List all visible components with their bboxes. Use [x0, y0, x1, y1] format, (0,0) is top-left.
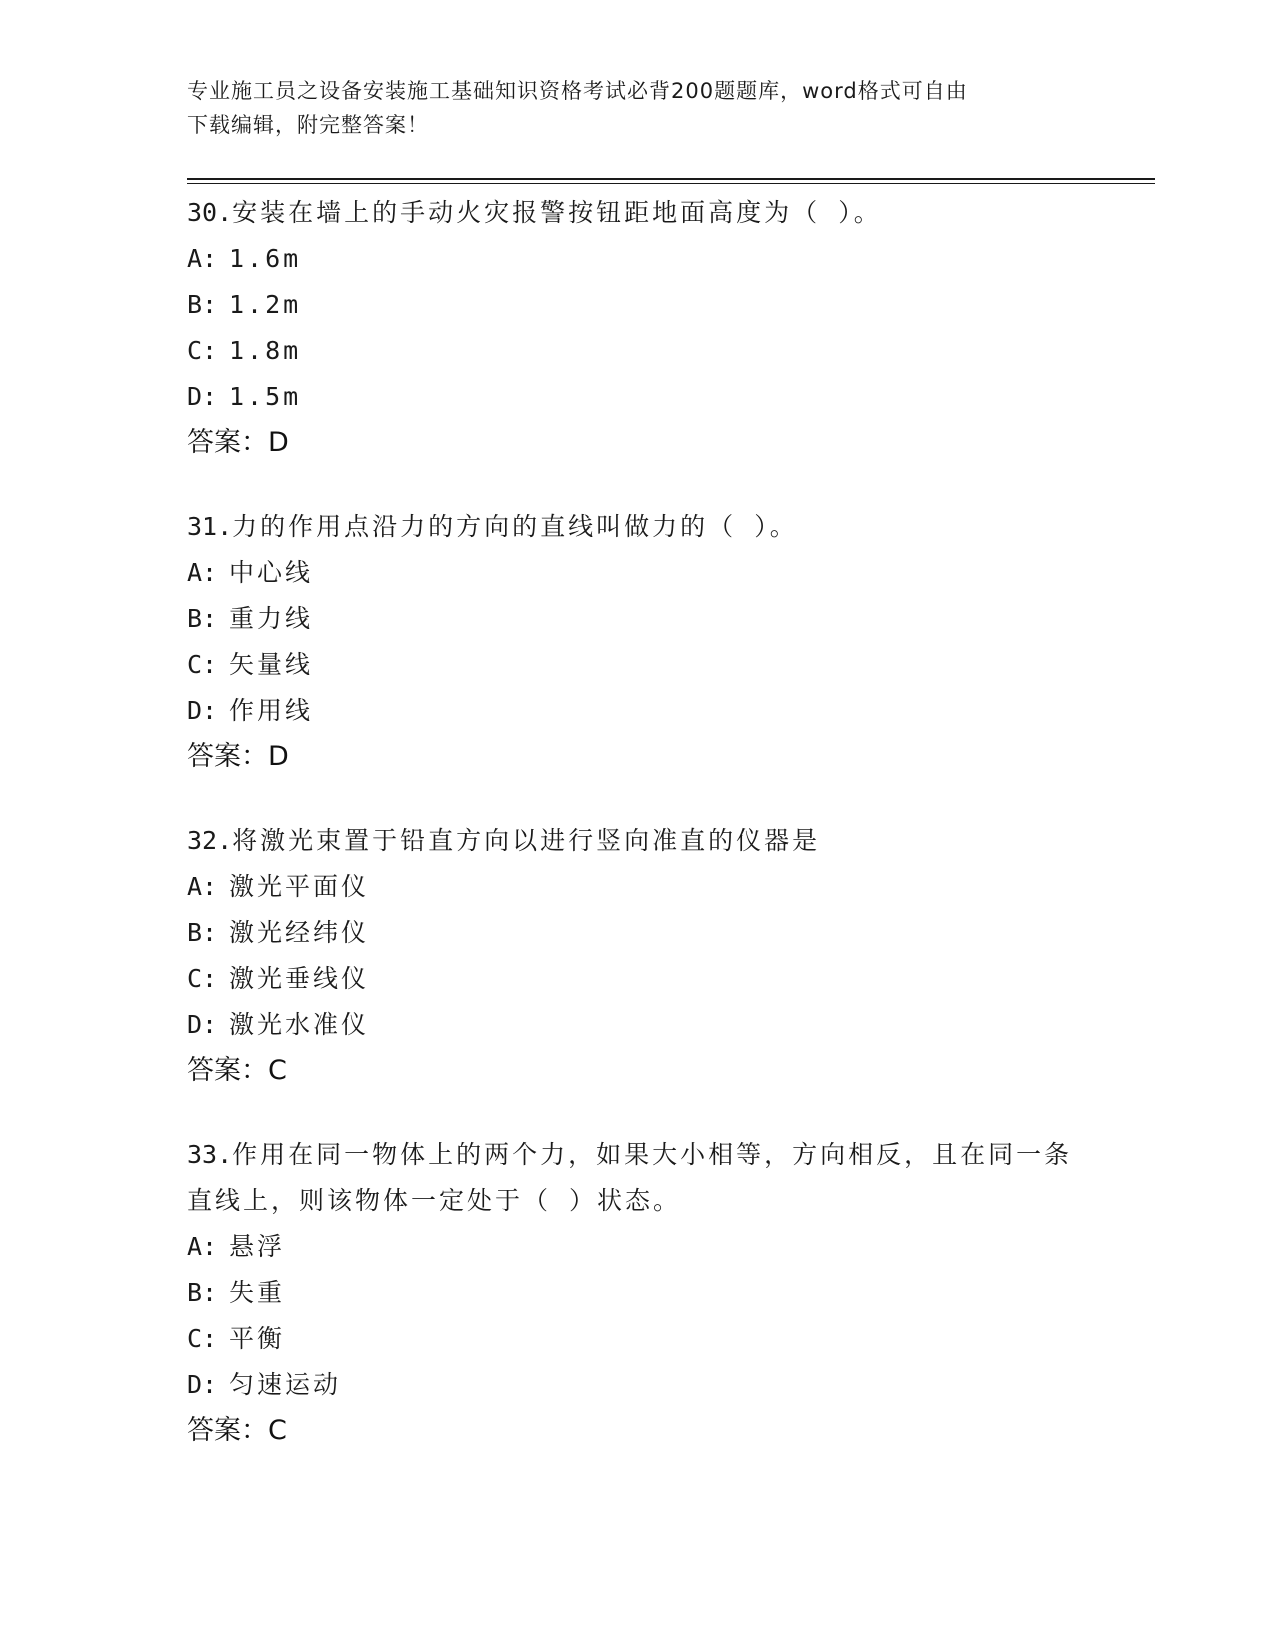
option-text: 1.6m	[229, 244, 302, 273]
option-text: 1.2m	[229, 290, 302, 319]
option-text: 失重	[229, 1278, 286, 1307]
answer-line: 答案：C	[187, 1415, 287, 1446]
option-text: 平衡	[229, 1324, 286, 1353]
option-d	[187, 1002, 1087, 1048]
option-d	[187, 688, 1087, 734]
header-line-2: 下载编辑，附完整答案！	[187, 113, 429, 137]
option-a	[187, 550, 1087, 596]
option-key: D:	[187, 696, 218, 725]
option-key: C:	[187, 1324, 218, 1353]
answer-line: 答案：C	[187, 1055, 287, 1086]
option-b	[187, 1270, 1087, 1316]
option-a	[187, 864, 1087, 910]
option-text: 匀速运动	[229, 1370, 342, 1399]
option-d	[187, 1362, 1087, 1408]
option-text: 中心线	[229, 558, 314, 587]
option-key: B:	[187, 290, 218, 319]
option-key: A:	[187, 1232, 218, 1261]
option-c	[187, 1316, 1087, 1362]
option-b	[187, 596, 1087, 642]
option-key: C:	[187, 336, 218, 365]
question-stem: 力的作用点沿力的方向的直线叫做力的（ ）。	[232, 512, 798, 541]
option-b	[187, 910, 1087, 956]
option-text: 激光经纬仪	[229, 918, 370, 947]
question-33	[187, 1132, 1087, 1454]
question-stem: 作用在同一物体上的两个力，如果大小相等，方向相反，且在同一条直线上，则该物体一定处于（ ）状态。	[187, 1140, 1073, 1215]
option-a	[187, 236, 1087, 282]
question-number: 31.	[187, 512, 233, 541]
option-text: 1.8m	[229, 336, 302, 365]
option-key: A:	[187, 872, 218, 901]
question-text	[187, 190, 1087, 236]
answer-line: 答案：D	[187, 427, 289, 458]
option-key: B:	[187, 604, 218, 633]
option-c	[187, 956, 1087, 1002]
option-key: D:	[187, 1370, 218, 1399]
option-text: 作用线	[229, 696, 314, 725]
option-text: 1.5m	[229, 382, 302, 411]
header-line-1: 专业施工员之设备安装施工基础知识资格考试必背200题题库，word格式可自由	[187, 79, 968, 103]
option-key: A:	[187, 244, 218, 273]
header-divider-thin	[187, 183, 1155, 184]
option-c	[187, 328, 1087, 374]
question-31	[187, 504, 1087, 780]
question-32	[187, 818, 1087, 1094]
question-text	[187, 504, 1087, 550]
option-key: A:	[187, 558, 218, 587]
question-number: 33.	[187, 1140, 233, 1169]
option-key: B:	[187, 1278, 218, 1307]
answer-line: 答案：D	[187, 741, 289, 772]
question-text	[187, 818, 1087, 864]
question-stem: 将激光束置于铅直方向以进行竖向准直的仪器是	[232, 826, 821, 855]
question-30	[187, 190, 1087, 466]
option-key: C:	[187, 964, 218, 993]
option-text: 激光平面仪	[229, 872, 370, 901]
option-text: 悬浮	[229, 1232, 286, 1261]
option-key: D:	[187, 382, 218, 411]
option-a	[187, 1224, 1087, 1270]
option-text: 矢量线	[229, 650, 314, 679]
question-text	[187, 1132, 1087, 1224]
question-list	[187, 190, 1087, 1492]
question-number: 30.	[187, 198, 233, 227]
option-c	[187, 642, 1087, 688]
option-text: 激光垂线仪	[229, 964, 370, 993]
option-text: 重力线	[229, 604, 314, 633]
option-key: D:	[187, 1010, 218, 1039]
option-key: C:	[187, 650, 218, 679]
option-d	[187, 374, 1087, 420]
header-divider-thick	[187, 178, 1155, 180]
option-key: B:	[187, 918, 218, 947]
document-header	[187, 74, 1067, 142]
option-b	[187, 282, 1087, 328]
option-text: 激光水准仪	[229, 1010, 370, 1039]
question-number: 32.	[187, 826, 233, 855]
question-stem: 安装在墙上的手动火灾报警按钮距地面高度为（ ）。	[232, 198, 882, 227]
